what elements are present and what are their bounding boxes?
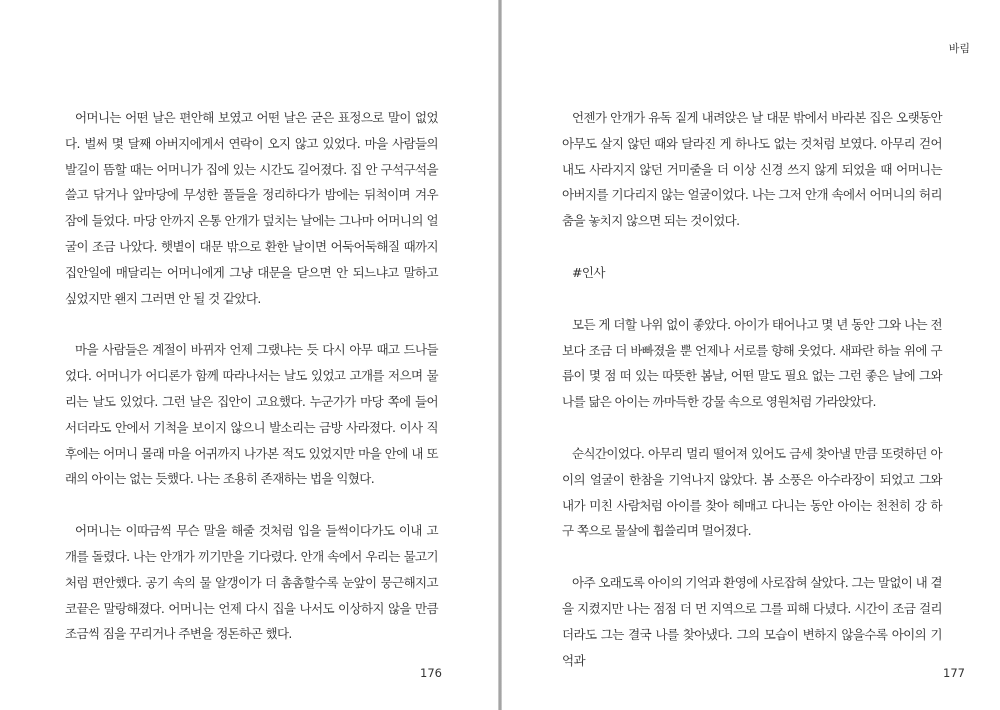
right-page-body [562,105,942,699]
left-page-body [65,105,438,673]
page-number: 177 [943,666,965,680]
paragraph: 언젠가 안개가 유독 짙게 내려앉은 날 대문 밖에서 바라본 집은 오랫동안 아무도 살지 않던 때와 달라진 게 하나도 없는 것처럼 보였다. 아무리 걷어내도 사라지지 않던 거미줄을 더 이상 신경 쓰지 않게 되었을 때 어머니는 아버지를 기다리지 않는 얼굴이었다. 나는 그저 안개 속에서 어머니의 허리춤을 놓치지 않으면 되는 것이었다. [562,110,942,229]
page-number: 176 [420,666,442,680]
running-header: 바림 [948,42,970,55]
right-page [502,0,1000,710]
section-heading: #인사 [572,264,605,280]
paragraph: 순식간이었다. 아무리 멀리 떨어져 있어도 금세 찾아낼 만큼 또렷하던 아이의 얼굴이 한참을 기억나지 않았다. 봄 소풍은 아수라장이 되었고 그와 내가 미친 사람처럼 아이를 찾아 헤매고 다니는 동안 아이는 천천히 강 하구 쪽으로 물살에 휩쓸리며 멀어졌다. [562,445,942,539]
paragraph: 어머니는 이따금씩 무슨 말을 해줄 것처럼 입을 들썩이다가도 이내 고개를 돌렸다. 나는 안개가 끼기만을 기다렸다. 안개 속에서 우리는 물고기처럼 편안했다. 공기 속의 물 알갱이가 더 촘촘할수록 눈앞이 뭉근해지고 코끝은 말랑해졌다. 어머니는 언제 다시 집을 나서도 이상하지 않을 만큼 조금씩 짐을 꾸리거나 주변을 정돈하곤 했다. [65,523,438,642]
paragraph: 어머니는 어떤 날은 편안해 보였고 어떤 날은 굳은 표정으로 말이 없었다. 벌써 몇 달째 아버지에게서 연락이 오지 않고 있었다. 마을 사람들의 발길이 뜸할 때는 어머니가 집에 있는 시간도 길어졌다. 집 안 구석구석을 쓸고 닦거나 앞마당에 무성한 풀들을 정리하다가 밤에는 뒤척이며 겨우 잠에 들었다. 마당 안까지 온통 안개가 덮치는 날에는 그나마 어머니의 얼굴이 조금 나았다. 햇볕이 대문 밖으로 환한 날이면 어둑어둑해질 때까지 집안일에 매달리는 어머니에게 그냥 대문을 닫으면 안 되느냐고 말하고 싶었지만 왠지 그러면 안 될 것 같았다. [65,110,438,306]
paragraph: 모든 게 더할 나위 없이 좋았다. 아이가 태어나고 몇 년 동안 그와 나는 전보다 조금 더 바빠졌을 뿐 언제나 서로를 향해 웃었다. 새파란 하늘 위에 구름이 몇 점 떠 있는 따뜻한 봄날, 어떤 말도 필요 없는 그런 좋은 날에 그와 나를 닮은 아이는 까마득한 강물 속으로 영원처럼 가라앉았다. [562,316,942,410]
paragraph: 아주 오래도록 아이의 기억과 환영에 사로잡혀 살았다. 그는 말없이 내 곁을 지켰지만 나는 점점 더 먼 지역으로 그를 피해 다녔다. 시간이 조금 걸리더라도 그는 결국 나를 찾아냈다. 그의 모습이 변하지 않을수록 아이의 기억과 [562,575,942,668]
left-page [0,0,498,710]
paragraph: 마을 사람들은 계절이 바뀌자 언제 그랬냐는 듯 다시 아무 때고 드나들었다. 어머니가 어디론가 함께 따라나서는 날도 있었고 고개를 저으며 물리는 날도 있었다. 그런 날은 집안이 고요했다. 누군가가 마당 쪽에 들어서더라도 안에서 기척을 보이지 않으니 발소리는 금방 사라졌다. 이사 직후에는 어머니 몰래 마을 어귀까지 나가본 적도 있었지만 마을 안에 내 또래의 아이는 없는 듯했다. 나는 조용히 존재하는 법을 익혔다. [65,342,438,487]
